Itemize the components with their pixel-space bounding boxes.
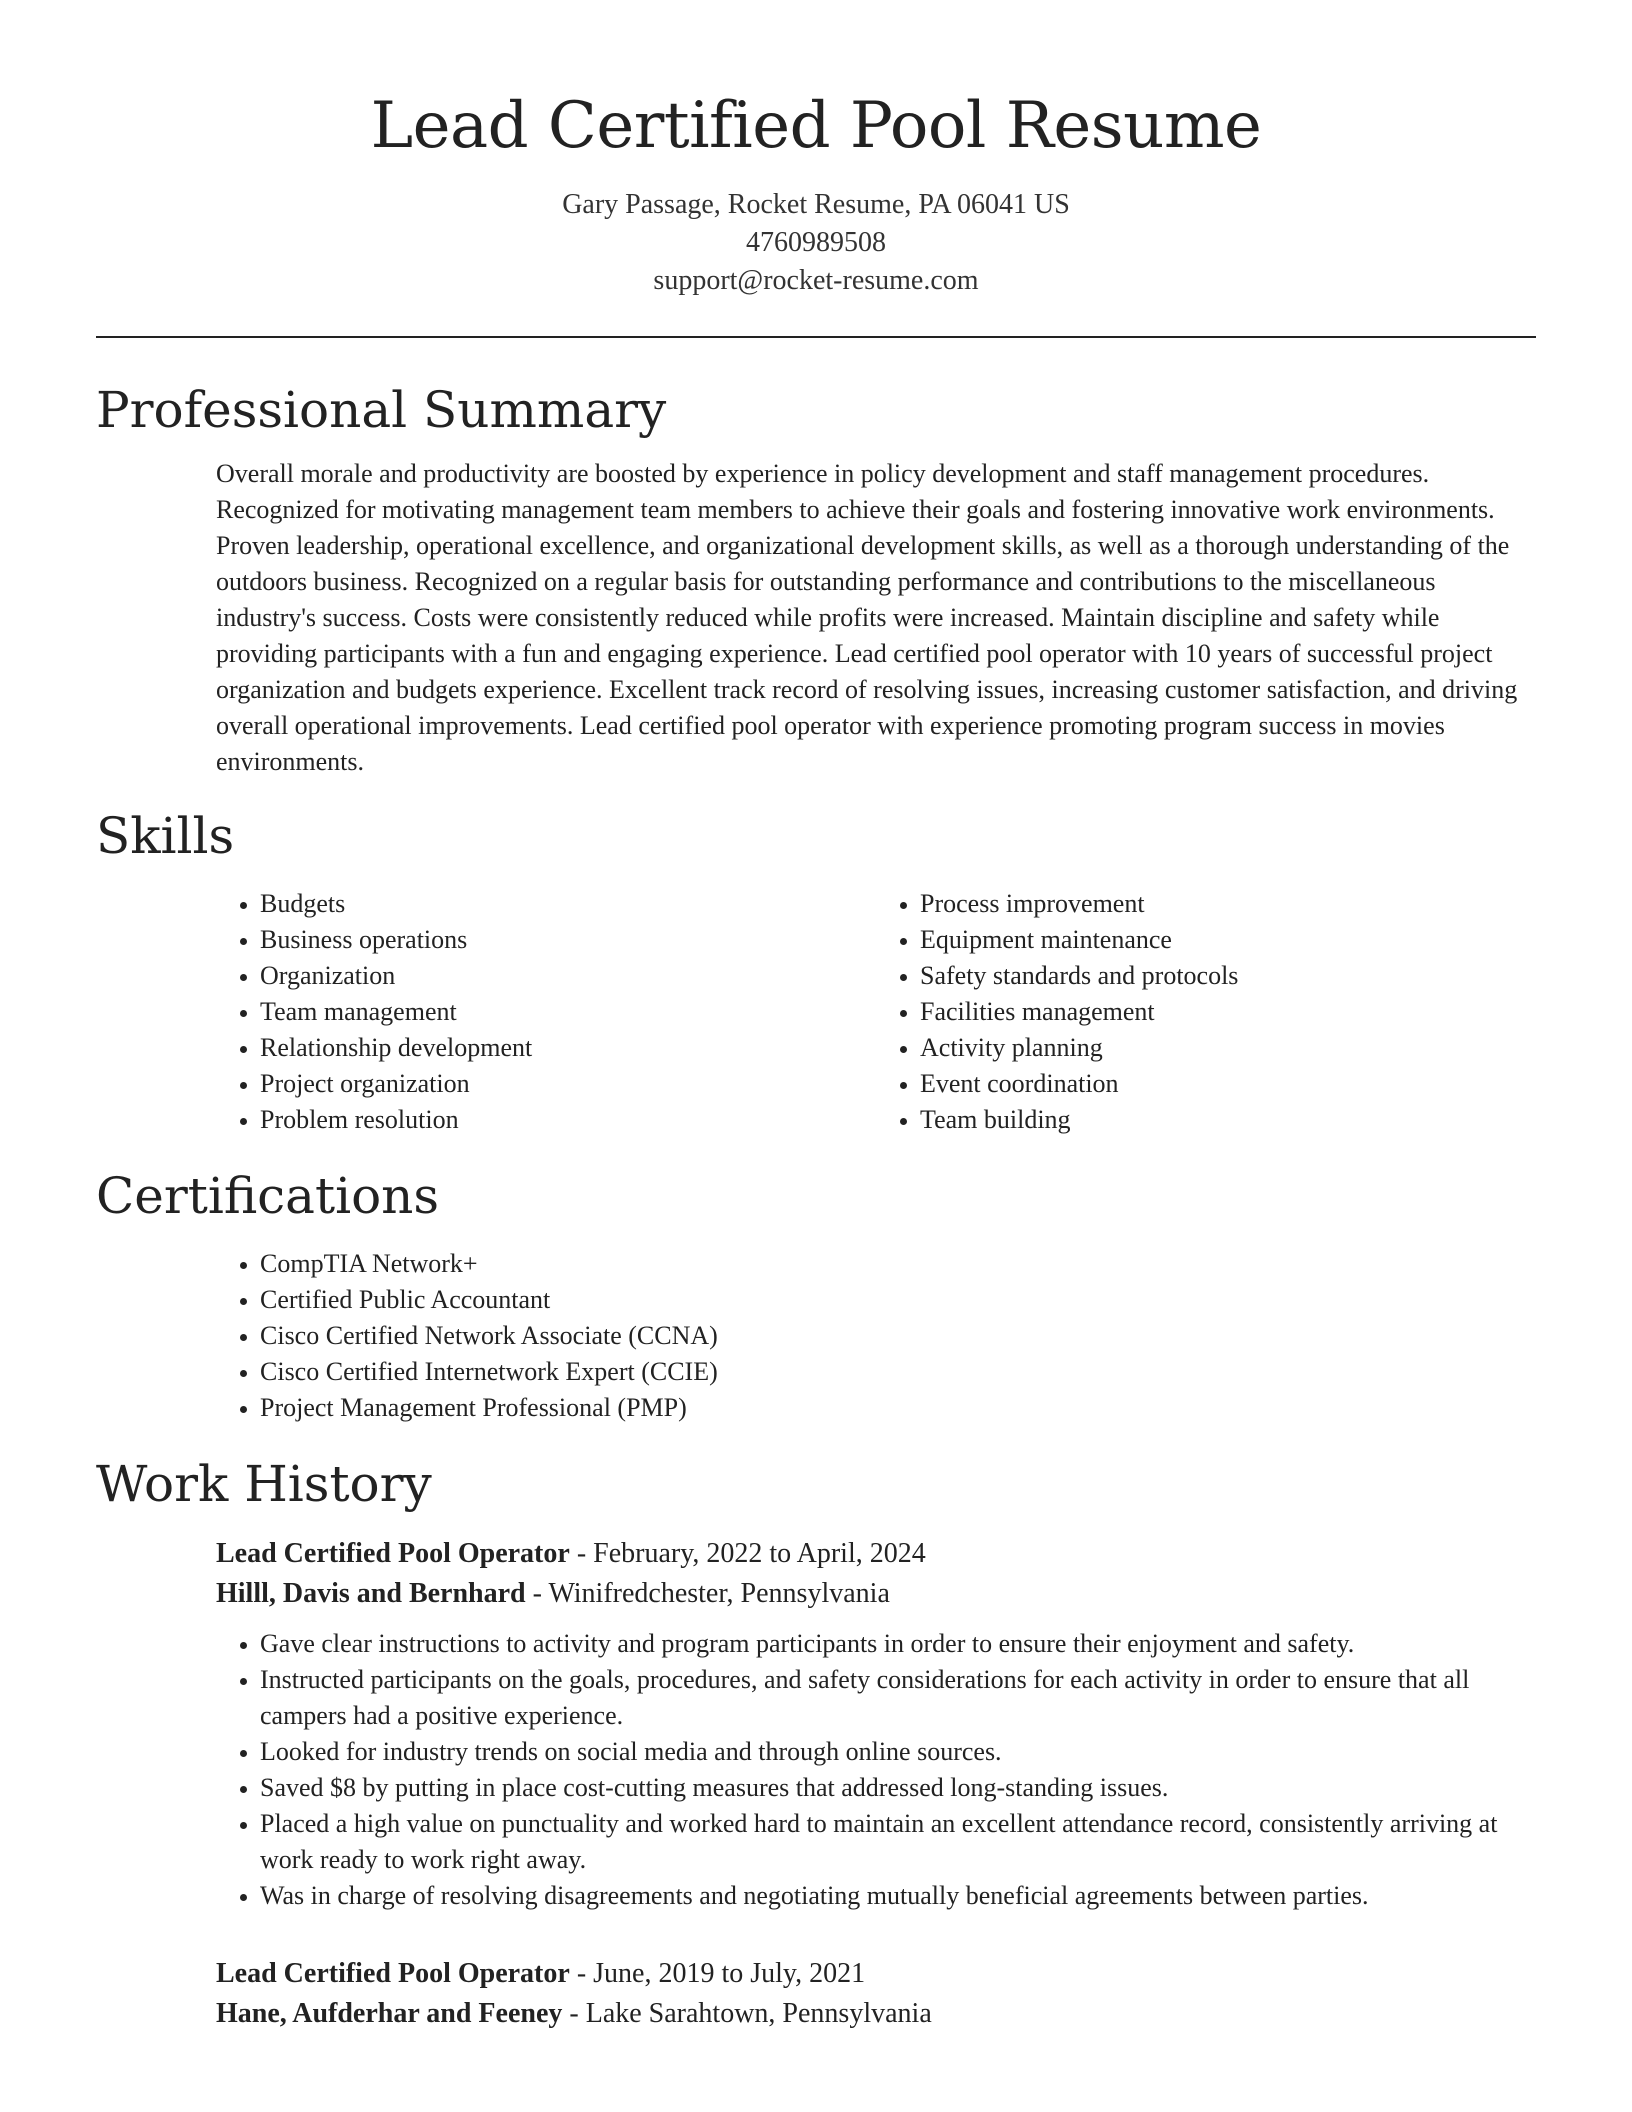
certifications-section: [96, 1164, 1536, 1426]
skills-column-right: [876, 886, 1536, 1138]
skill-item: • Relationship development: [260, 1030, 876, 1066]
job-company-line: [216, 1574, 1536, 1614]
job-bullet: • Instructed participants on the goals, procedures, and safety considerations for each activity in order to ensure that all campers had a positive experience.: [260, 1662, 1536, 1734]
contact-address: Gary Passage, Rocket Resume, PA 06041 US: [562, 189, 1070, 220]
summary-section: [96, 378, 1536, 780]
job-company: Hilll, Davis and Bernhard: [216, 1578, 526, 1609]
certification-item: • Certified Public Accountant: [260, 1282, 1536, 1318]
certifications-heading: Certifications: [96, 1167, 440, 1225]
job-bullet: • Looked for industry trends on social media and through online sources.: [260, 1734, 1536, 1770]
resume-page: [96, 0, 1536, 2034]
job-bullet: • Gave clear instructions to activity and program participants in order to ensure their enjoyment and safety.: [260, 1626, 1536, 1662]
header-divider: [96, 336, 1536, 338]
job-dates: February, 2022 to April, 2024: [593, 1538, 926, 1569]
skills-section: [96, 804, 1536, 1138]
work-history-body: [216, 1534, 1536, 2034]
contact-block: [96, 186, 1536, 300]
summary-text: Overall morale and productivity are boosted by experience in policy development and staff management procedures. Recognized for motivating management team members to achieve their goals and fostering innovative work environments. Proven leadership, operational excellence, and organizational development skills, as well as a thorough understanding of the outdoors business. Recognized on a regular basis for outstanding performance and contributions to the miscellaneous industry's success. Costs were consistently reduced while profits were increased. Maintain discipline and safety while providing participants with a fun and engaging experience. Lead certified pool operator with 10 years of successful project organization and budgets experience. Excellent track record of resolving issues, increasing customer satisfaction, and driving overall operational improvements. Lead certified pool operator with experience promoting program success in movies environments.: [216, 459, 1518, 776]
job-separator: -: [576, 1538, 594, 1569]
skills-heading: Skills: [96, 807, 235, 865]
skill-item: • Facilities management: [920, 994, 1536, 1030]
skill-item: • Activity planning: [920, 1030, 1536, 1066]
job-location: Lake Sarahtown, Pennsylvania: [585, 1998, 932, 2029]
job-entry: [216, 1534, 1536, 1914]
skill-item: • Problem resolution: [260, 1102, 876, 1138]
skill-item: • Business operations: [260, 922, 876, 958]
skill-item: • Event coordination: [920, 1066, 1536, 1102]
skills-grid: [216, 886, 1536, 1138]
skill-item: • Team building: [920, 1102, 1536, 1138]
skills-column-left: [216, 886, 876, 1138]
certification-item: • Cisco Certified Internetwork Expert (CCIE): [260, 1354, 1536, 1390]
certifications-body: [216, 1246, 1536, 1426]
job-title-line: [216, 1534, 1536, 1574]
job-location: Winifredchester, Pennsylvania: [548, 1578, 890, 1609]
work-history-section: [96, 1452, 1536, 2034]
skill-item: • Safety standards and protocols: [920, 958, 1536, 994]
job-bullet: • Saved $8 by putting in place cost-cutting measures that addressed long-standing issues.: [260, 1770, 1536, 1806]
job-bullets: [216, 1626, 1536, 1914]
resume-header: [96, 0, 1536, 300]
job-separator: -: [576, 1958, 594, 1989]
job-separator: -: [569, 1998, 586, 2029]
certifications-list: [216, 1246, 1536, 1426]
job-role: Lead Certified Pool Operator: [216, 1538, 570, 1569]
summary-body: [216, 456, 1536, 780]
certification-item: • CompTIA Network+: [260, 1246, 1536, 1282]
certification-item: • Cisco Certified Network Associate (CCNA): [260, 1318, 1536, 1354]
skill-item: • Equipment maintenance: [920, 922, 1536, 958]
skill-item: • Budgets: [260, 886, 876, 922]
certification-item: • Project Management Professional (PMP): [260, 1390, 1536, 1426]
skill-item: • Organization: [260, 958, 876, 994]
skill-item: • Process improvement: [920, 886, 1536, 922]
job-company-line: [216, 1994, 1536, 2034]
contact-phone: 4760989508: [746, 227, 886, 258]
skill-item: • Team management: [260, 994, 876, 1030]
job-bullet: • Was in charge of resolving disagreements and negotiating mutually beneficial agreements between parties.: [260, 1878, 1536, 1914]
job-role: Lead Certified Pool Operator: [216, 1958, 570, 1989]
job-separator: -: [532, 1578, 549, 1609]
contact-email: support@rocket-resume.com: [653, 265, 979, 296]
job-title-line: [216, 1954, 1536, 1994]
skill-item: • Project organization: [260, 1066, 876, 1102]
summary-heading: Professional Summary: [96, 381, 667, 439]
job-dates: June, 2019 to July, 2021: [593, 1958, 866, 1989]
resume-title: Lead Certified Pool Resume: [370, 89, 1262, 163]
job-bullet: • Placed a high value on punctuality and worked hard to maintain an excellent attendance record, consistently arriving at work ready to work right away.: [260, 1806, 1536, 1878]
job-entry: [216, 1954, 1536, 2034]
work-history-heading: Work History: [96, 1455, 432, 1513]
job-company: Hane, Aufderhar and Feeney: [216, 1998, 563, 2029]
